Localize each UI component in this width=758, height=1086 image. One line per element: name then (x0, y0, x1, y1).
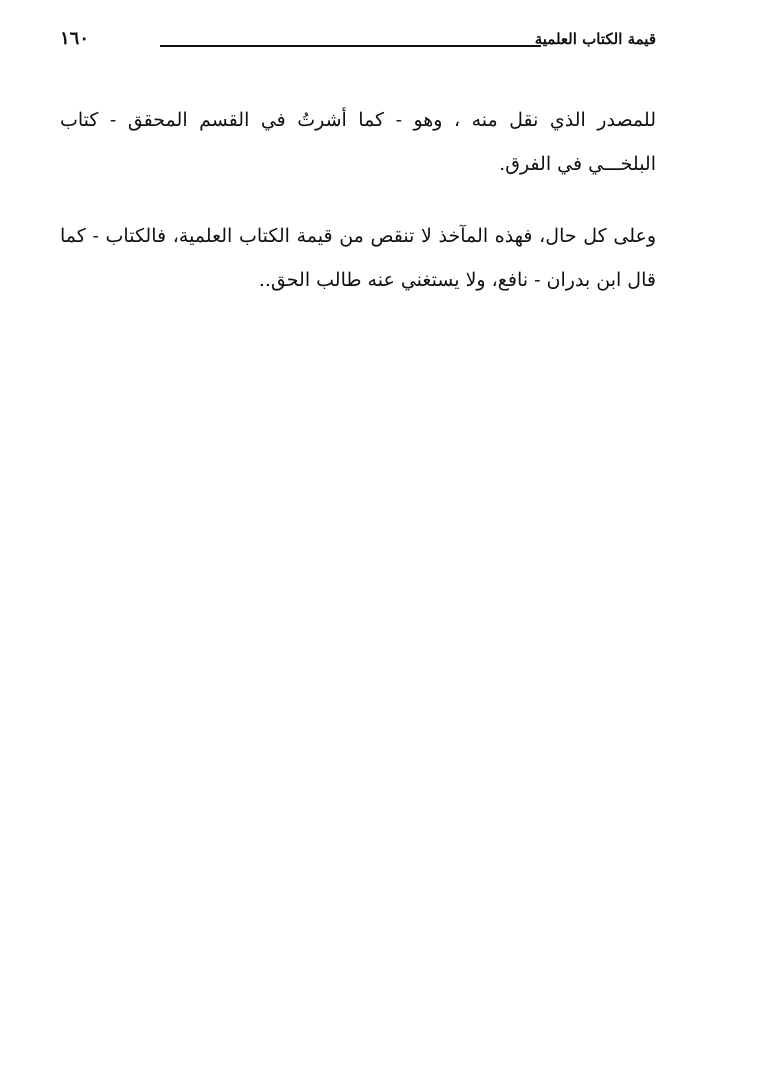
paragraph: وعلى كل حال، فهذه المآخذ لا تنقص من قيمة الكتاب العلمية، فالكتاب - كما قال ابن بدران - نافع، ولا يستغني عنه طالب الحق.. (60, 225, 656, 291)
paragraph: للمصدر الذي نقل منه ، وهو - كما أشرتُ في القسم المحقق - كتاب البلخـــي في الفرق. (60, 109, 656, 175)
header-rule (160, 45, 541, 47)
header-title: قيمة الكتاب العلمية (534, 30, 656, 48)
body-text (60, 98, 656, 302)
page-number: ١٦٠ (60, 28, 90, 49)
running-header (60, 28, 656, 58)
